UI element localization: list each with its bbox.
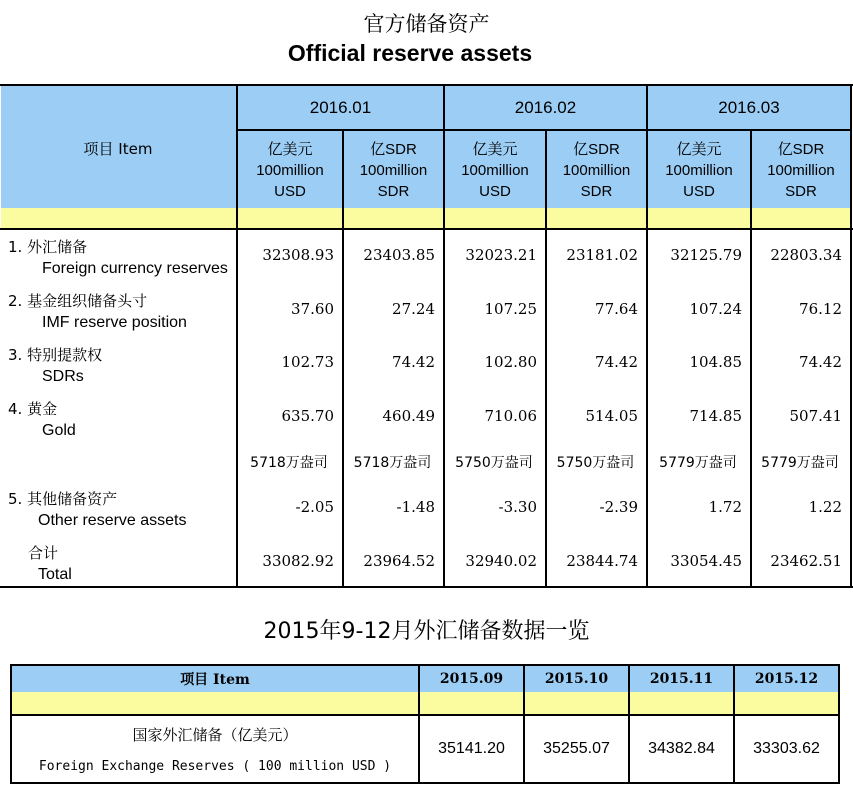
value-cell: 32308.93 [262,246,334,264]
row-label-cn: 5. 其他储备资产 [8,490,118,508]
gold-ounces-cell: 5750万盎司 [455,455,533,471]
value-cell: 107.25 [484,300,537,318]
unit-header [445,136,545,204]
unit-header-line: USD [683,182,715,200]
value-cell: 74.42 [595,353,638,371]
row-label-en: SDRs [42,368,84,385]
table1-bottom-rule [0,586,853,588]
period-header: 2016.02 [514,97,577,117]
row-label-en: Foreign currency reserves [42,260,228,277]
value-cell: 1.72 [708,498,742,516]
unit-header-line: SDR [580,182,613,200]
unit-header-line: 100million [359,161,428,179]
value-cell: 23844.74 [566,552,638,570]
fx-value-cell: 34382.84 [648,740,715,757]
period-header: 2016.01 [309,97,372,117]
fx-value-cell: 35141.20 [438,740,505,757]
value-cell: 102.80 [484,353,537,371]
value-cell: 32023.21 [465,246,537,264]
unit-header-line: 亿SDR [777,140,825,158]
unit-header-line: SDR [785,182,817,200]
row-label-foreign-currency [8,236,228,280]
value-cell: 77.64 [595,300,638,318]
unit-header-line: 亿美元 [267,140,313,158]
value-cell: 102.73 [281,353,334,371]
unit-header [547,136,646,204]
value-cell: 710.06 [484,407,537,425]
gold-ounces-cell: 5718万盎司 [353,455,432,471]
value-cell: 1.22 [808,498,842,516]
table2-col-rule [838,664,840,784]
value-cell: 74.42 [799,353,842,371]
value-cell: 37.60 [291,300,334,318]
row-label-imf-position [8,290,187,334]
value-cell: 76.12 [799,300,842,318]
row-label-en: Gold [42,422,76,439]
row-label-en: Other reserve assets [38,512,187,529]
gold-ounces-cell: 5779万盎司 [761,455,839,471]
row-label-en: IMF reserve position [42,314,187,331]
page-title-cn: 官方储备资产 [363,12,490,36]
value-cell: 33082.92 [262,552,334,570]
row-label-cn: 4. 黄金 [8,400,58,418]
unit-header-line: 100million [767,161,835,179]
unit-header-line: 亿美元 [472,140,518,158]
item-column-header: 项目 Item [83,139,153,158]
value-cell: 23403.85 [363,246,435,264]
row-label-other-reserves [8,488,187,532]
value-cell: 74.42 [392,353,435,371]
unit-header-line: 亿SDR [573,140,620,158]
unit-header [344,136,443,204]
period-header: 2016.03 [718,97,780,117]
table1-header-bottom-rule [0,228,853,230]
row-label-cn: 3. 特别提款权 [8,346,103,364]
unit-header-line: USD [274,182,306,200]
unit-header-line: 亿SDR [370,140,417,158]
table2-item-header: 项目 Item [180,672,250,688]
value-cell: 514.05 [585,407,638,425]
row-label-en: Total [38,566,72,583]
table2-row-label-cn: 国家外汇储备（亿美元） [132,725,298,744]
row-label-sdrs [8,344,102,388]
value-cell: 507.41 [789,407,842,425]
section-title-fx-2015: 2015年9-12月外汇储备数据一览 [263,619,590,644]
unit-header-line: 100million [256,161,324,179]
table1-yellow-band [1,208,851,229]
page-title-en: Official reserve assets [287,40,533,66]
value-cell: 27.24 [392,300,435,318]
value-cell: 23462.51 [770,552,842,570]
value-cell: 460.49 [382,407,435,425]
month-header: 2015.09 [439,671,504,687]
value-cell: 107.24 [689,300,742,318]
month-header: 2015.11 [649,671,714,687]
unit-header [648,136,750,204]
fx-value-cell: 35255.07 [543,740,610,757]
gold-ounces-cell: 5718万盎司 [250,455,328,471]
month-header: 2015.12 [754,671,819,687]
value-cell: 635.70 [281,407,334,425]
value-cell: 32125.79 [670,246,742,264]
gold-ounces-cell: 5750万盎司 [556,455,635,471]
unit-header-line: 100million [461,161,529,179]
unit-header [238,136,342,204]
value-cell: 23181.02 [566,246,638,264]
row-label-cn: 1. 外汇储备 [8,238,88,256]
table2-bottom-rule [10,782,840,784]
row-label-gold [8,398,76,442]
value-cell: 23964.52 [363,552,435,570]
value-cell: -1.48 [396,498,435,516]
value-cell: -2.05 [295,498,334,516]
unit-header-line: 亿美元 [676,140,722,158]
month-header: 2015.10 [544,671,609,687]
row-label-cn: 合计 [28,544,59,562]
table2-yellow-band [12,692,838,715]
value-cell: 714.85 [689,407,742,425]
gold-ounces-cell: 5779万盎司 [659,455,737,471]
unit-header-line: 100million [665,161,733,179]
unit-header-line: SDR [377,182,410,200]
value-cell: 32940.02 [465,552,537,570]
value-cell: 33054.45 [670,552,742,570]
value-cell: -2.39 [599,498,638,516]
unit-header-line: USD [479,182,511,200]
row-label-cn: 2. 基金组织储备头寸 [8,292,148,310]
fx-value-cell: 33303.62 [753,740,820,757]
table1-col-rule [850,84,852,588]
unit-header-line: 100million [562,161,631,179]
value-cell: 104.85 [689,353,742,371]
value-cell: -3.30 [498,498,537,516]
table1-period-rule [236,129,851,131]
unit-header [752,136,850,204]
table2-row-label-en: Foreign Exchange Reserves ( 100 million USD ) [38,758,392,774]
value-cell: 22803.34 [770,246,842,264]
row-label-total [28,542,72,586]
